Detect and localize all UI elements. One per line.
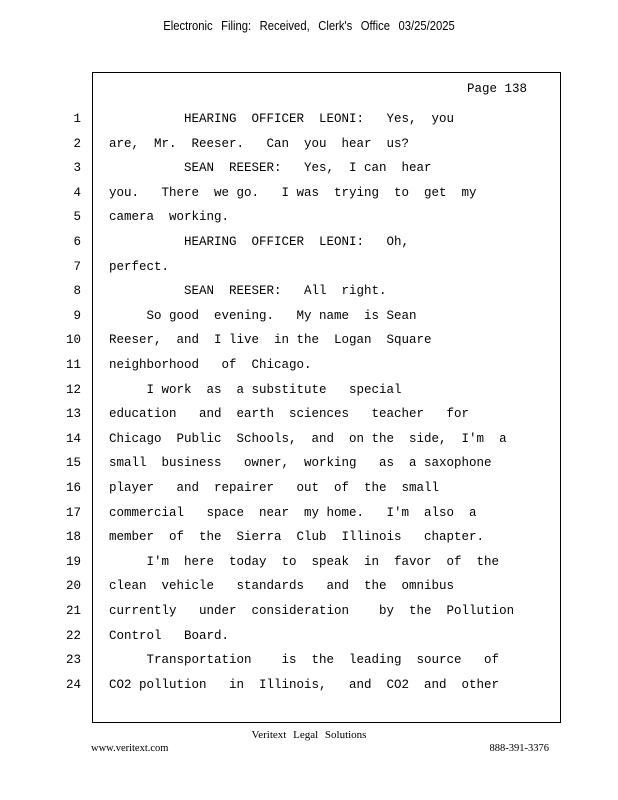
line-number: 20	[65, 579, 81, 594]
line-text: SEAN REESER: All right.	[109, 284, 387, 299]
line-number: 6	[73, 235, 81, 249]
transcript-line	[0, 678, 618, 703]
line-text: Transportation is the leading source of	[109, 653, 500, 668]
line-text: neighborhood of Chicago.	[109, 358, 312, 372]
line-text: camera working.	[109, 210, 230, 225]
line-text: Control Board.	[109, 628, 230, 643]
transcript-line	[0, 481, 618, 506]
transcript-line	[0, 309, 618, 334]
line-number: 7	[73, 259, 81, 274]
footer-phone: 888-391-3376	[489, 743, 549, 754]
transcript-line	[0, 137, 618, 162]
transcript-line	[0, 456, 618, 481]
line-text: member of the Sierra Club Illinois chapter.	[109, 530, 485, 545]
transcript-line	[0, 407, 618, 432]
line-text: are, Mr. Reeser. Can you hear us?	[109, 136, 410, 151]
footer-website: www.veritext.com	[91, 743, 169, 754]
line-text: clean vehicle standards and the omnibus	[109, 579, 455, 594]
line-text: Chicago Public Schools, and on the side, I'm a	[109, 431, 507, 446]
transcript-line	[0, 112, 618, 137]
transcript-line	[0, 210, 618, 235]
line-number: 24	[65, 677, 81, 692]
line-number: 5	[73, 210, 81, 225]
line-text: you. There we go. I was trying to get my	[109, 185, 477, 200]
line-number: 18	[65, 530, 81, 545]
line-text: HEARING OFFICER LEONI: Oh,	[109, 235, 410, 249]
transcript-line	[0, 333, 618, 358]
transcript-line	[0, 653, 618, 678]
line-number: 2	[73, 136, 81, 151]
line-number: 17	[65, 505, 81, 520]
line-text: currently under consideration by the Pollution	[109, 604, 515, 618]
line-text: Reeser, and I live in the Logan Square	[109, 333, 432, 348]
transcript-line	[0, 579, 618, 604]
line-number: 14	[65, 431, 81, 446]
page-number: Page 138	[466, 82, 527, 96]
line-text: SEAN REESER: Yes, I can hear	[109, 161, 432, 176]
transcript-line	[0, 530, 618, 555]
line-text: I work as a substitute special	[109, 382, 402, 397]
line-number: 16	[65, 481, 81, 495]
line-number: 15	[65, 456, 81, 471]
line-number: 1	[73, 112, 81, 126]
line-number: 21	[65, 604, 81, 618]
transcript-line	[0, 506, 618, 531]
line-text: HEARING OFFICER LEONI: Yes, you	[109, 112, 455, 126]
line-number: 8	[73, 284, 81, 299]
transcript-line	[0, 260, 618, 285]
line-text: small business owner, working as a saxophone	[109, 456, 492, 471]
transcript-line	[0, 555, 618, 580]
transcript-line	[0, 432, 618, 457]
line-number: 11	[65, 358, 81, 372]
transcript-line	[0, 235, 618, 260]
transcript-line	[0, 629, 618, 654]
line-number: 23	[65, 653, 81, 668]
line-text: commercial space near my home. I'm also a	[109, 505, 477, 520]
transcript-line	[0, 358, 618, 383]
line-number: 22	[65, 628, 81, 643]
line-text: I'm here today to speak in favor of the	[109, 554, 500, 569]
line-number: 4	[73, 185, 81, 200]
line-text: education and earth sciences teacher for	[109, 407, 470, 422]
transcript-line	[0, 604, 618, 629]
footer-company: Veritext Legal Solutions	[251, 729, 367, 741]
line-text: perfect.	[109, 259, 170, 274]
line-number: 19	[65, 554, 81, 569]
line-number: 13	[65, 407, 81, 422]
line-text: player and repairer out of the small	[109, 481, 440, 495]
transcript-line	[0, 284, 618, 309]
line-number: 12	[65, 382, 81, 397]
line-text: So good evening. My name is Sean	[109, 308, 417, 323]
transcript-line	[0, 161, 618, 186]
line-number: 3	[73, 161, 81, 176]
line-text: CO2 pollution in Illinois, and CO2 and other	[109, 677, 500, 692]
transcript-line	[0, 186, 618, 211]
line-number: 10	[65, 333, 81, 348]
transcript-line	[0, 383, 618, 408]
filing-header: Electronic Filing: Received, Clerk's Office 03/25/2025	[163, 19, 455, 33]
line-number: 9	[73, 308, 81, 323]
